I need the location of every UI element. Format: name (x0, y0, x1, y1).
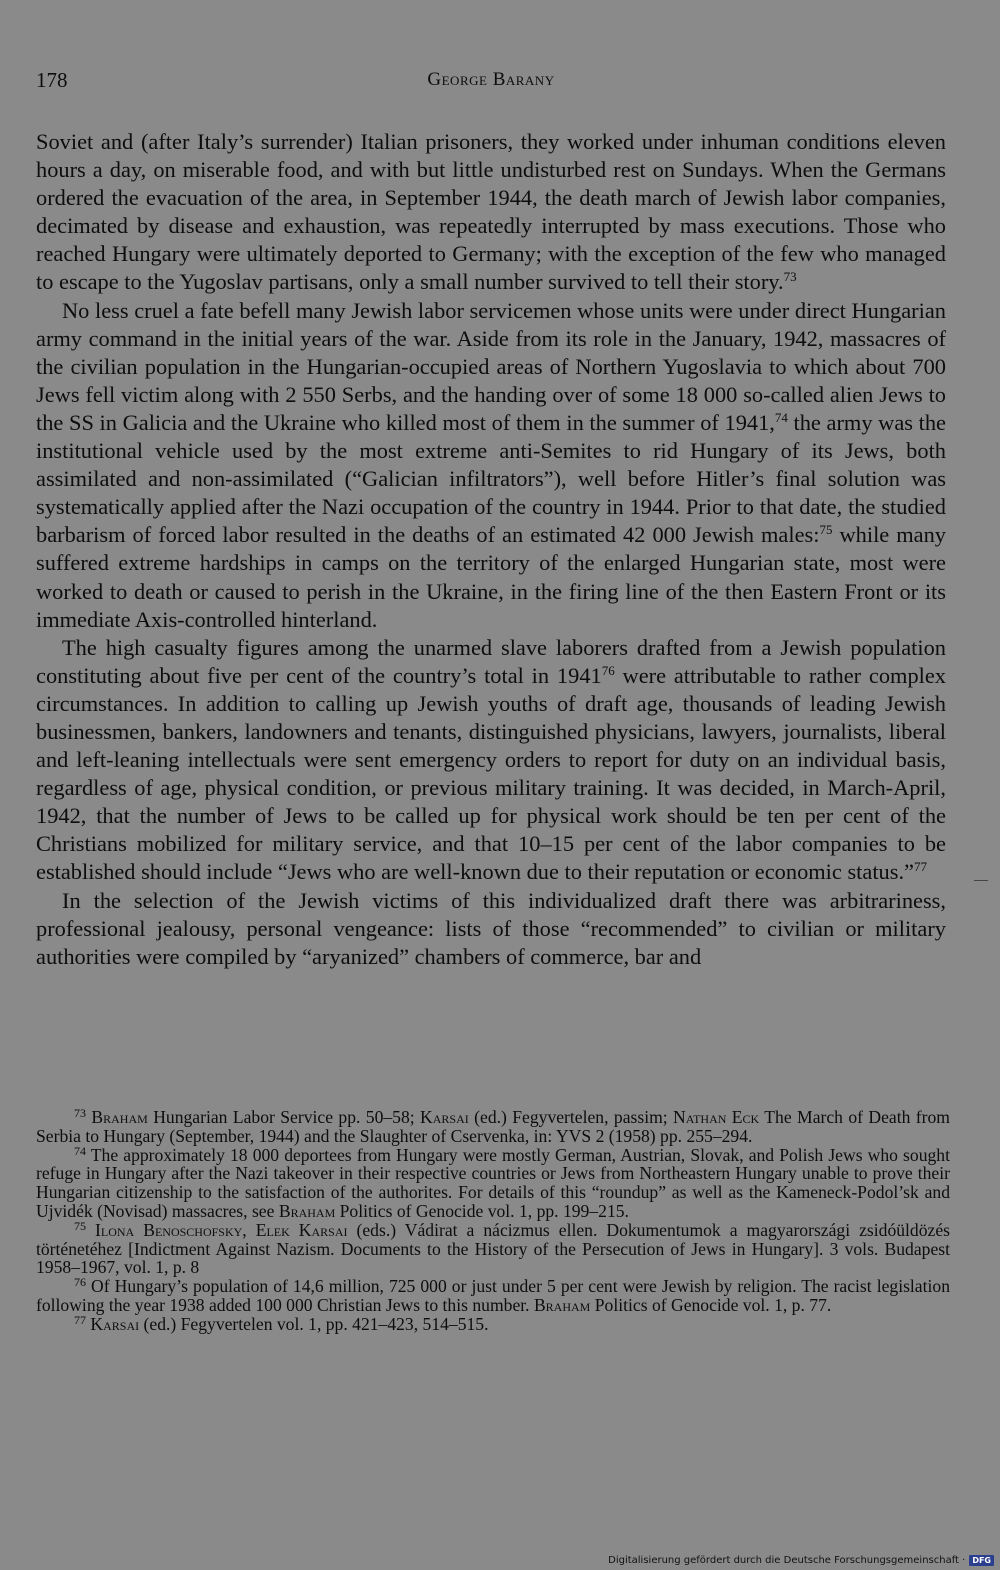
footnote-74 (36, 1143, 950, 1221)
paragraph-1-text: Soviet and (after Italy’s surrender) Italian prisoners, they worked under inhuman conditions eleven hours a day, on miserable food, and with but little undisturbed rest on Sundays. When the Germans ordered the evacuation of the area, in September 1944, the death march of Jewish labor companies, decimated by disease and exhaustion, was repeatedly interrupted by mass executions. Those who reached Hungary were ultimately deported to Germany; with the exception of the few who managed to escape to the Yugoslav partisans, only a small number survived to tell their story. (36, 129, 946, 295)
paragraph-2-text-c: while many suffered extreme hardships in camps on the territory of the enlarged Hungarian state, most were worked to death or caused to perish in the Ukraine, in the firing line of the then Eastern Front or its immediate Axis-controlled hinterland. (36, 522, 946, 632)
paragraph-2-text-b: the army was the institutional vehicle used by the most extreme anti-Semites to rid Hungary of its Jews, both assimilated and non-assimilated (“Galician infiltrators”), well before Hitler’s final solution was systematically applied after the Nazi occupation of the country in 1944. Prior to that date, the studied barbarism of forced labor resulted in the deaths of an estimated 42 000 Jewish males: (36, 409, 946, 548)
paragraph-3-text-b: were attributable to rather complex circumstances. In addition to calling up Jewish youths of draft age, thousands of leading Jewish businessmen, bankers, landowners and tenants, distinguished physicians, lawyers, journalists, liberal and left-leaning intellectuals were sent emergency orders to report for duty on an individual basis, regardless of age, physical condition, or previous military training. It was decided, in March-April, 1942, that the number of Jews to be called up for physical work should be ten per cent of the Christians mobilized for military service, and that 10–15 per cent of the labor companies to be established should include “Jews who are well-known due to their reputation or economic status.” (36, 662, 947, 885)
footnote-author: Braham (278, 1200, 336, 1221)
footnote-text: The March of Death from Serbia to Hungary (September, 1944) and the Slaughter of Cservenka, in: YVS 2 (1958) pp. 255–294. (36, 1107, 950, 1146)
digitization-imprint (608, 1555, 994, 1566)
footnote-text: (ed.) Fegyvertelen vol. 1, pp. 421–423, 514–515. (139, 1313, 489, 1334)
footnote-number: 73 (74, 1106, 86, 1120)
paragraph-4-text: In the selection of the Jewish victims of this individualized draft there was arbitrariness, professional jealousy, personal vengeance: lists of those “recommended” to civilian or military authorities were compiled by “aryanized” chambers of commerce, bar and (36, 887, 946, 969)
footnote-author: Karsai (90, 1313, 140, 1334)
dfg-logo-icon: DFG (969, 1555, 994, 1566)
paragraph-2 (36, 297, 946, 634)
scan-mark (974, 880, 988, 881)
paragraph-3 (36, 634, 946, 887)
paragraph-2-text-a: No less cruel a fate befell many Jewish labor servicemen whose units were under direct Hungarian army command in the initial years of the war. Aside from its role in the January, 1942, massacres of the civilian population in the Hungarian-occupied areas of Northern Yugoslavia to which about 700 Jews fell victim along with 2 550 Serbs, and the handing over of some 18 000 so-called alien Jews to the SS in Galicia and the Ukraine who killed most of them in the summer of 1941, (36, 297, 946, 435)
page-number: 178 (36, 68, 68, 92)
footnote-text: Hungarian Labor Service pp. 50–58; (147, 1107, 421, 1127)
paragraph-4 (36, 887, 946, 971)
footnote-ref-73: 73 (783, 269, 797, 285)
footnote-text: The approximately 18 000 deportees from Hungary were mostly German, Austrian, Slovak, and Polish Jews who sought refuge in Hungary after the Nazi takeover in their respective countries or Jews from Northeastern Hungary unable to prove their Hungarian citizenship to the satisfaction of the authorites. For details of this “roundup” as well as the Kameneck-Podol’sk and Ujvidék (Novisad) massacres, see (36, 1144, 950, 1221)
footnote-text: Politics of Genocide vol. 1, p. 77. (590, 1294, 832, 1315)
footnote-text: (ed.) Fegyvertelen, passim; (468, 1107, 674, 1127)
paragraph-1 (36, 128, 946, 297)
footnote-author: Ilona Benoschofsky, Elek Karsai (95, 1219, 348, 1240)
imprint-text: Digitalisierung gefördert durch die Deutsche Forschungsgemeinschaft · (608, 1555, 966, 1566)
footnote-75 (36, 1218, 950, 1278)
footnote-author: Braham (91, 1107, 148, 1127)
footnote-77 (36, 1312, 950, 1334)
footnote-author: Nathan Eck (673, 1107, 760, 1127)
footnote-author: Braham (533, 1294, 591, 1315)
footnote-text: Politics of Genocide vol. 1, pp. 199–215. (335, 1200, 629, 1221)
paragraph-3-text-a: The high casualty figures among the unarmed slave laborers drafted from a Jewish population constituting about five per cent of the country’s total in 1941 (36, 634, 946, 688)
footnote-text: (eds.) Vádirat a nácizmus ellen. Dokumentumok a magyarországi zsidóüldözés történetéhez [Indictment Against Nazism. Documents to the History of the Persecution of Jews in Hungary]. 3 vols. Budapest 1958–1967, vol. 1, p. 8 (36, 1219, 950, 1278)
footnote-ref-74: 74 (774, 409, 788, 425)
running-head: George Barany (427, 69, 555, 90)
body-text (36, 128, 946, 971)
footnote-author: Karsai (420, 1107, 469, 1127)
footnote-76 (36, 1277, 950, 1315)
footnote-number: 77 (74, 1312, 86, 1327)
footnote-73 (36, 1108, 950, 1146)
footnote-ref-75: 75 (819, 522, 833, 538)
footnote-number: 76 (74, 1275, 86, 1290)
footnotes (36, 1108, 950, 1334)
footnote-number: 74 (74, 1143, 86, 1158)
footnote-number: 75 (74, 1218, 86, 1233)
footnote-ref-77: 77 (913, 859, 927, 875)
footnote-ref-76: 76 (601, 662, 615, 678)
page-header (36, 68, 946, 98)
footnote-text: Of Hungary’s population of 14,6 million, 725 000 or just under 5 per cent were Jewish by religion. The racist legislation following the year 1938 added 100 000 Christian Jews to this number. (36, 1276, 950, 1315)
